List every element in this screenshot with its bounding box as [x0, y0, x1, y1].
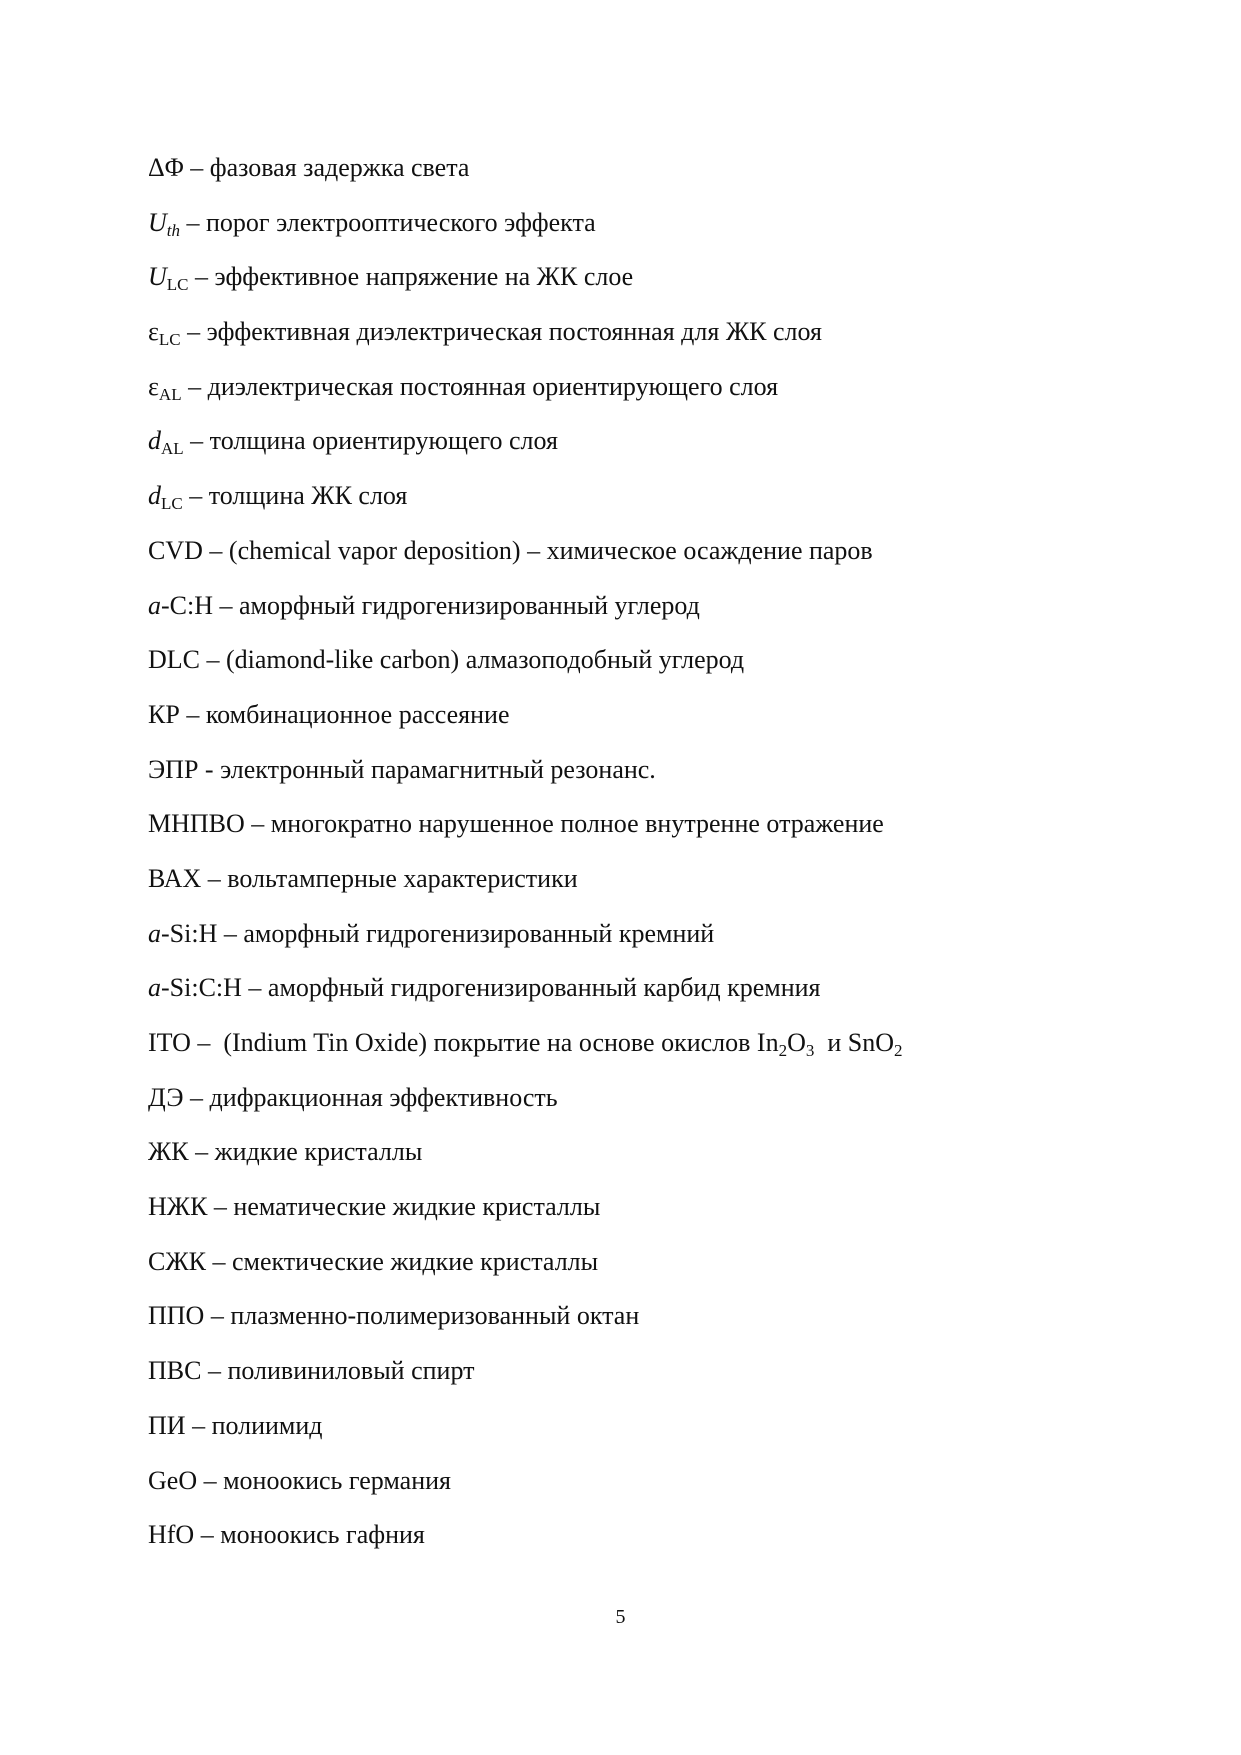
abbreviation-entry [148, 1461, 1148, 1516]
separator-dash: – [197, 1465, 224, 1495]
abbreviation-entry [148, 1187, 1148, 1242]
abbreviation-entry [148, 914, 1148, 969]
abbreviation-entry [148, 804, 1148, 859]
separator-dash: – [244, 809, 271, 839]
abbreviation-entry [148, 1406, 1148, 1461]
abbreviation-term [148, 1083, 184, 1112]
term-text: СЖК [148, 1246, 206, 1276]
abbreviation-term [148, 1356, 201, 1385]
term-text: ПВС [148, 1356, 202, 1386]
term-text: -C:H [161, 590, 213, 620]
abbreviation-entry [148, 148, 1148, 203]
separator-dash: – [180, 207, 207, 237]
term-subscript: LC [161, 494, 183, 514]
term-text: ВАХ [148, 863, 202, 893]
abbreviation-definition: аморфный гидрогенизированный кремний [243, 918, 715, 948]
abbreviation-definition: (Indium Tin Oxide) покрытие на основе окислов In [223, 1028, 779, 1057]
abbreviation-definition: (chemical vapor deposition) – химическое осаждение паров [228, 535, 873, 565]
abbreviation-term [148, 1520, 194, 1549]
abbreviation-term [148, 864, 201, 893]
abbreviation-entry [148, 367, 1148, 422]
term-subscript: th [166, 220, 181, 240]
term-text: -Si:C:H [161, 973, 242, 1003]
abbreviation-definition: многократно нарушенное полное внутренне отражение [270, 809, 884, 839]
separator-dash: – [200, 645, 226, 675]
separator-dash: – [181, 371, 208, 401]
separator-dash: – [179, 699, 206, 729]
abbreviation-entry [148, 859, 1148, 914]
term-text: ΔΦ [148, 153, 184, 182]
separator-dash: – [213, 590, 239, 620]
abbreviation-definition: порог электрооптического эффекта [206, 207, 596, 237]
term-text: МНПВО [148, 809, 245, 839]
term-subscript: LC [166, 275, 189, 295]
abbreviation-entry [148, 1242, 1148, 1297]
definition-text: и SnO [814, 1028, 895, 1057]
term-subscript: AL [161, 439, 184, 459]
abbreviation-term [148, 1301, 204, 1330]
abbreviation-definition: дифракционная эффективность [209, 1082, 558, 1112]
abbreviation-definition: (diamond-like carbon) алмазоподобный углерод [226, 645, 745, 675]
abbreviation-term [148, 1247, 206, 1276]
abbreviation-list [148, 148, 1148, 1570]
abbreviation-entry [148, 968, 1148, 1023]
term-text: ЖК [148, 1137, 189, 1167]
separator-dash: – [180, 317, 207, 347]
separator-dash: – [185, 1410, 212, 1440]
separator-dash: – [217, 918, 244, 948]
separator-dash: – [205, 1246, 232, 1276]
abbreviation-definition: плазменно-полимеризованный октан [230, 1301, 640, 1331]
separator-dash: – [207, 1192, 234, 1222]
abbreviation-definition: поливиниловый спирт [227, 1356, 475, 1386]
abbreviation-term [148, 1137, 189, 1166]
abbreviation-entry [148, 257, 1148, 312]
abbreviation-term [148, 919, 217, 948]
separator-dash: – [188, 1137, 215, 1167]
abbreviation-definition: жидкие кристаллы [214, 1137, 423, 1167]
abbreviation-entry [148, 640, 1148, 695]
abbreviation-entry [148, 312, 1148, 367]
abbreviation-definition: эффективное напряжение на ЖК слое [214, 262, 634, 292]
term-text: ε [148, 317, 159, 347]
abbreviation-term [148, 153, 184, 182]
abbreviation-definition: толщина ориентирующего слоя [209, 426, 558, 456]
definition-subscript: 2 [894, 1041, 903, 1060]
definition-text: O [787, 1028, 806, 1057]
term-subscript: AL [158, 384, 182, 404]
term-text: d [148, 481, 161, 511]
abbreviation-term [148, 1028, 191, 1057]
term-text: a [148, 973, 161, 1003]
abbreviation-term [148, 755, 198, 784]
abbreviation-entry [148, 476, 1148, 531]
separator-dash: – [183, 153, 210, 182]
definition-subscript: 2 [778, 1041, 788, 1060]
abbreviation-entry [148, 1296, 1148, 1351]
abbreviation-definition: нематические жидкие кристаллы [233, 1192, 601, 1222]
term-text: ППО [148, 1301, 205, 1331]
abbreviation-definition: аморфный гидрогенизированный углерод [239, 590, 700, 620]
term-text: ДЭ [148, 1082, 184, 1112]
abbreviation-term [148, 645, 200, 674]
abbreviation-definition: толщина ЖК слоя [208, 481, 408, 511]
abbreviation-term [148, 426, 184, 459]
separator-dash: – [241, 973, 268, 1003]
term-text: U [148, 262, 167, 292]
abbreviation-term [148, 1466, 197, 1495]
abbreviation-entry [148, 1078, 1148, 1133]
term-subscript: LC [158, 330, 181, 350]
abbreviation-definition: аморфный гидрогенизированный карбид кремния [267, 973, 821, 1003]
abbreviation-term [148, 700, 180, 729]
abbreviation-definition: моноокись гафния [220, 1520, 425, 1550]
abbreviation-term [148, 536, 203, 565]
term-text: a [148, 590, 161, 620]
abbreviation-entry [148, 203, 1148, 258]
term-text: GeO [148, 1465, 198, 1495]
abbreviation-definition: фазовая задержка света [209, 153, 470, 182]
term-text: HfO [148, 1520, 195, 1550]
separator-dash: – [182, 481, 209, 511]
abbreviation-entry [148, 421, 1148, 476]
term-text: ε [148, 371, 159, 401]
term-text: DLC [148, 645, 200, 675]
separator-dash: - [198, 754, 221, 784]
abbreviation-term [148, 317, 181, 350]
term-text: U [148, 207, 167, 237]
abbreviation-definition: комбинационное рассеяние [205, 699, 510, 729]
abbreviation-definition: вольтамперные характеристики [227, 863, 578, 893]
abbreviation-entry [148, 1515, 1148, 1570]
term-text: ITO [148, 1028, 191, 1057]
separator-dash: – [190, 1028, 224, 1057]
definition-subscript: 3 [805, 1041, 815, 1060]
abbreviation-entry [148, 1023, 1148, 1078]
abbreviation-term [148, 1411, 186, 1440]
abbreviation-entry [148, 531, 1148, 586]
abbreviation-term [148, 207, 181, 240]
separator-dash: – [201, 1356, 228, 1386]
abbreviation-term [148, 591, 213, 620]
abbreviation-term [148, 371, 182, 404]
abbreviation-term [148, 1192, 207, 1221]
term-text: CVD [148, 535, 203, 565]
abbreviation-entry [148, 1132, 1148, 1187]
separator-dash: – [183, 426, 210, 456]
page-number: 5 [615, 1606, 626, 1628]
term-text: НЖК [148, 1192, 208, 1222]
abbreviation-term [148, 262, 189, 295]
separator-dash: – [202, 535, 229, 565]
term-text: ЭПР [148, 754, 199, 784]
term-text: d [148, 426, 161, 456]
abbreviation-entry [148, 1351, 1148, 1406]
abbreviation-entry [148, 750, 1148, 805]
abbreviation-definition: полиимид [211, 1410, 323, 1440]
abbreviation-definition: диэлектрическая постоянная ориентирующего слоя [207, 371, 779, 401]
abbreviation-definition: электронный парамагнитный резонанс. [220, 754, 656, 784]
term-text: КР [148, 699, 180, 729]
abbreviation-definition: смектические жидкие кристаллы [231, 1246, 599, 1276]
separator-dash: – [183, 1082, 210, 1112]
abbreviation-term [148, 973, 242, 1002]
separator-dash: – [204, 1301, 231, 1331]
abbreviation-definition: эффективная диэлектрическая постоянная для ЖК слоя [206, 317, 822, 347]
separator-dash: – [194, 1520, 221, 1550]
separator-dash: – [188, 262, 215, 292]
term-text: -Si:H [161, 918, 218, 948]
abbreviation-term [148, 481, 183, 514]
term-text: a [148, 918, 161, 948]
separator-dash: – [201, 863, 228, 893]
term-text: ПИ [148, 1410, 186, 1440]
abbreviation-entry [148, 695, 1148, 750]
abbreviation-entry [148, 586, 1148, 641]
abbreviation-definition: моноокись германия [223, 1465, 451, 1495]
abbreviation-term [148, 809, 245, 838]
